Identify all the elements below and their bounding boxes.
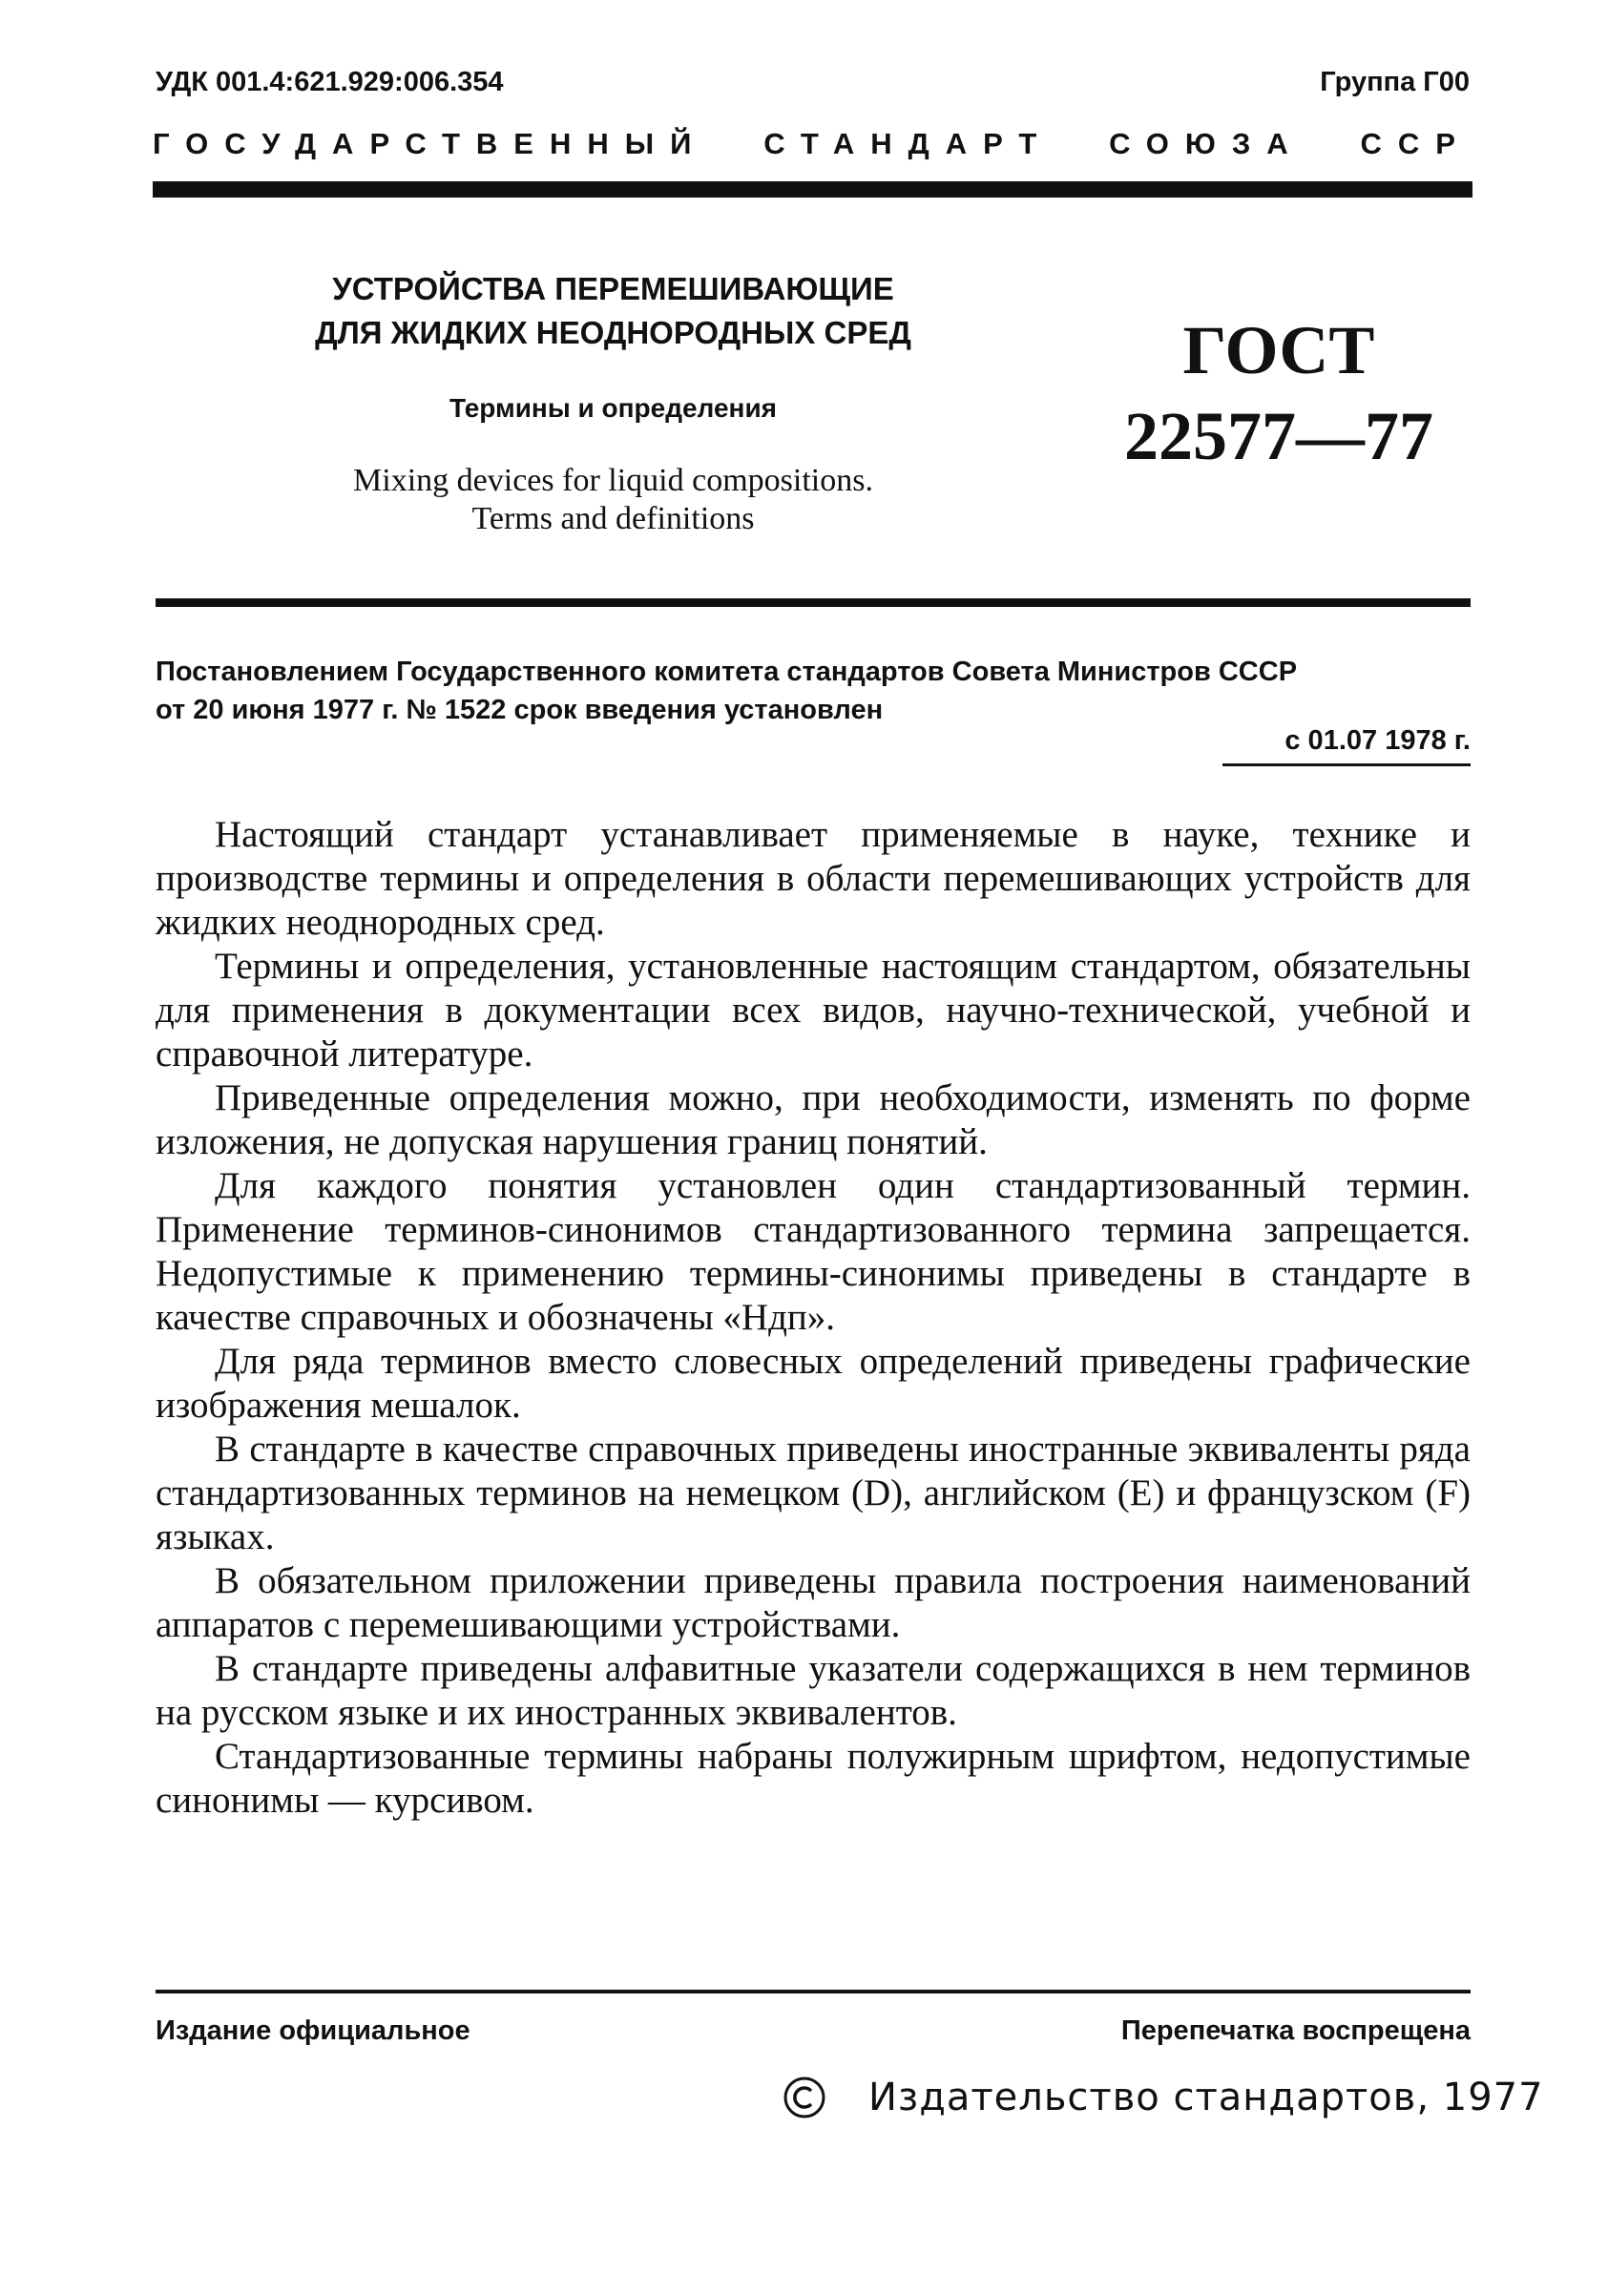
document-title	[243, 267, 983, 355]
copyright-icon	[783, 2076, 826, 2119]
bottom-rule	[156, 1990, 1471, 1993]
title-line-2: ДЛЯ ЖИДКИХ НЕОДНОРОДНЫХ СРЕД	[315, 315, 911, 350]
document-subtitle: Термины и определения	[449, 393, 778, 423]
gost-label: ГОСТ	[1182, 312, 1375, 388]
reprint-note: Перепечатка воспрещена	[1120, 2015, 1471, 2046]
state-standard-word: СОЮЗА	[1109, 127, 1305, 160]
state-standard-header	[153, 127, 1472, 161]
body-paragraph: Для ряда терминов вместо словесных определений приведены графические изображения мешалок.	[156, 1341, 1471, 1426]
body-paragraph: Приведенные определения можно, при необходимости, изменять по форме изложения, не допуская нарушения границ понятий.	[156, 1077, 1471, 1162]
body-paragraph: В стандарте в качестве справочных приведены иностранные эквиваленты ряда стандартизованных терминов на немецком (D), английском (E) и французском (F) языках.	[156, 1429, 1471, 1557]
decree-text	[156, 653, 1471, 729]
effective-date: с 01.07 1978 г.	[1284, 725, 1471, 756]
decree-line-1: Постановлением Государственного комитета стандартов Совета Министров СССР	[156, 657, 1298, 687]
english-title-line-1: Mixing devices for liquid compositions.	[353, 463, 873, 498]
effective-date-underline	[1222, 763, 1471, 766]
middle-rule	[156, 598, 1471, 607]
body-paragraph: В обязательном приложении приведены правила построения наименований аппаратов с перемешивающими устройствами.	[156, 1560, 1471, 1645]
decree-line-2: от 20 июня 1977 г. № 1522 срок введения установлен	[156, 695, 884, 725]
edition-note: Издание официальное	[156, 2015, 470, 2046]
body-paragraph: Настоящий стандарт устанавливает применяемые в науке, технике и производстве термины и определения в области перемешивающих устройств для жидких неоднородных сред.	[156, 814, 1471, 943]
english-title-line-2: Terms and definitions	[471, 501, 755, 536]
body-paragraph: Термины и определения, установленные настоящим стандартом, обязательны для применения в документации всех видов, научно-технической, учебной и справочной литературе.	[156, 946, 1471, 1075]
body-paragraph: В стандарте приведены алфавитные указатели содержащихся в нем терминов на русском языке и их иностранных эквивалентов.	[156, 1648, 1471, 1733]
body-text	[156, 813, 1471, 1823]
group-code: Группа Г00	[1320, 67, 1470, 97]
publisher-text: Издательство стандартов, 1977	[868, 2076, 1544, 2119]
publisher-line	[783, 2076, 1544, 2119]
state-standard-word: СТАНДАРТ	[763, 127, 1054, 160]
body-paragraph: Стандартизованные термины набраны полужирным шрифтом, недопустимые синонимы — курсивом.	[156, 1736, 1471, 1821]
top-rule	[153, 181, 1472, 198]
title-line-1: УСТРОЙСТВА ПЕРЕМЕШИВАЮЩИЕ	[332, 271, 894, 306]
gost-designation	[1117, 307, 1441, 479]
body-paragraph: Для каждого понятия установлен один стандартизованный термин. Применение терминов-синонимов стандартизованного термина запрещается. Недопустимые к применению термины-синонимы приведены в стандарте в качестве справочных и обозначены «Ндп».	[156, 1165, 1471, 1338]
state-standard-word: ССР	[1360, 127, 1472, 160]
gost-number: 22577—77	[1124, 398, 1433, 474]
udk-code: УДК 001.4:621.929:006.354	[156, 67, 504, 97]
state-standard-word: ГОСУДАРСТВЕННЫЙ	[153, 127, 708, 160]
english-title	[243, 462, 983, 538]
